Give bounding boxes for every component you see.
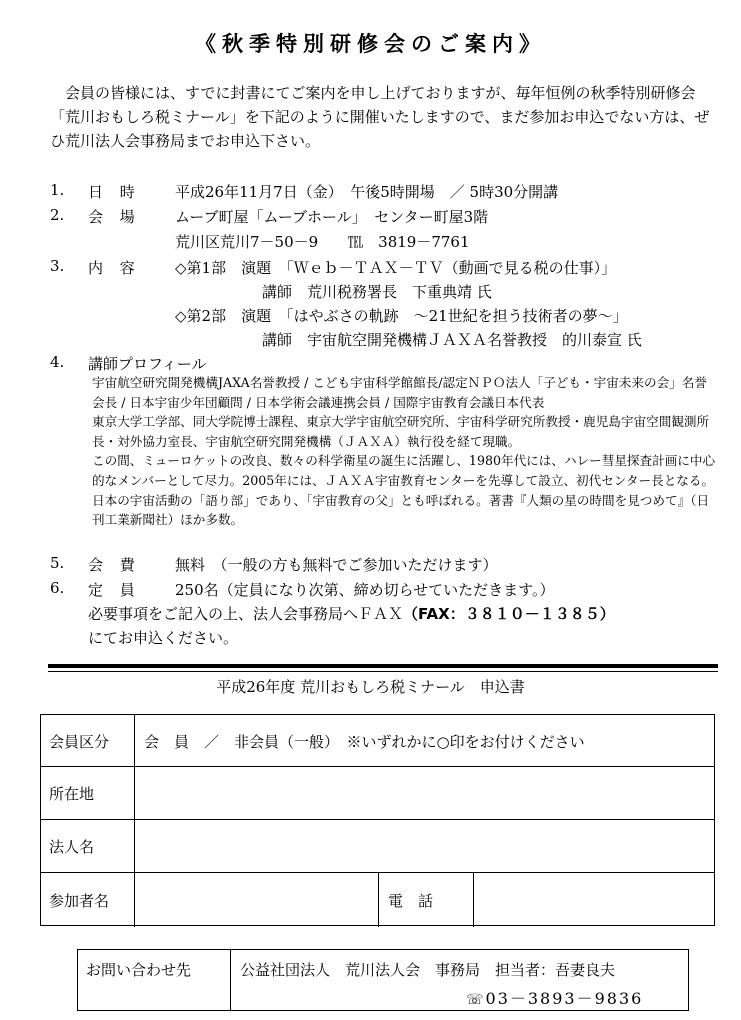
- address-field[interactable]: [135, 767, 714, 819]
- part2-text: ◇第2部 演題 「はやぶさの軌跡 ～21世紀を担う技術者の夢～」: [175, 307, 628, 325]
- venue-address: 荒川区荒川7－50－9 ℡ 3819－7761: [175, 233, 470, 251]
- intro-paragraph: 会員の皆様には、すでに封書にてご案内を申し上げておりますが、毎年恒例の秋季特別研修会「荒川おもしろ税ミナール」を下記のように開催いたしますので、まだ参加お申込でない方は、ぜひ荒川法人会事務局までお申込下さい。: [50, 84, 710, 150]
- divider: [48, 671, 718, 672]
- contact-org: 公益社団法人 荒川法人会 事務局 担当者：吾妻良夫: [240, 961, 616, 979]
- item-number: 2.: [50, 206, 65, 224]
- form-divider: [378, 872, 379, 927]
- venue-text: ムーブ町屋「ムーブホール」 センター町屋3階: [175, 208, 489, 226]
- part2-speaker: 講師 宇宙航空開発機構ＪＡＸＡ名誉教授 的川泰宣 氏: [262, 331, 642, 349]
- phone-icon: ☏: [466, 992, 486, 1008]
- item-number: 1.: [50, 181, 65, 199]
- address-label: 所在地: [49, 785, 95, 803]
- member-type-label: 会員区分: [49, 733, 110, 751]
- corp-name-field[interactable]: [135, 820, 714, 872]
- item-label: 内 容: [88, 259, 141, 277]
- form-title: 平成26年度 荒川おもしろ税ミナール 申込書: [216, 678, 525, 696]
- capacity-text: 250名（定員になり次第、締め切らせていただきます。）: [175, 581, 555, 599]
- item-label: 定 員: [88, 581, 141, 599]
- page-title: 《秋季特別研修会のご案内》: [195, 32, 546, 56]
- part1-speaker: 講師 荒川税務署長 下重典靖 氏: [262, 283, 492, 301]
- item-number: 4.: [50, 353, 65, 371]
- application-form: [40, 714, 715, 926]
- participant-label: 参加者名: [49, 892, 110, 910]
- phone-field[interactable]: [474, 873, 714, 927]
- contact-label: お問い合わせ先: [86, 961, 192, 979]
- item-number: 3.: [50, 257, 65, 275]
- member-type-options[interactable]: 会 員 ／ 非会員（一般） ※いずれかに○印をお付けください: [144, 733, 585, 751]
- contact-divider: [230, 950, 231, 1010]
- item-label: 日 時: [88, 183, 141, 201]
- fax-number: （FAX：３８１０－１３８５）: [403, 605, 615, 623]
- contact-phone-number: 03－3893－9836: [485, 989, 644, 1008]
- profile-paragraph: この間、ミューロケットの改良、数々の科学衛星の誕生に活躍し、1980年代には、ハレー彗星探査計画に中心的なメンバーとして尽力。2005年には、ＪＡＸＡ宇宙教育センターを先導して設立、初代センター長となる。日本の宇宙活動の「語り部」であり、「宇宙教育の父」とも呼ばれる。著書『人類の星の時間を見つめて』（日刊工業新聞社）ほか多数。: [92, 453, 716, 528]
- item-number: 6.: [50, 579, 65, 597]
- corp-name-label: 法人名: [49, 838, 95, 856]
- participant-field[interactable]: [135, 873, 378, 927]
- part1-text: ◇第1部 演題 「Ｗｅｂ－ＴＡＸ－ＴＶ（動画で見る税の仕事）」: [175, 259, 617, 277]
- contact-phone: [466, 986, 643, 1009]
- profile-paragraph: 東京大学工学部、同大学院博士課程、東京大学宇宙航空研究所、宇宙科学研究所教授・鹿児島宇宙空間観測所長・対外協力室長、宇宙航空研究開発機構（ＪＡＸＡ）執行役を経て現職。: [92, 414, 710, 449]
- item-label: 講師プロフィール: [88, 355, 207, 373]
- item-number: 5.: [50, 554, 65, 572]
- item-label: 会 費: [88, 556, 141, 574]
- contact-box: [77, 949, 689, 1011]
- fax-instruction-text: 必要事項をご記入の上、法人会事務局へＦＡＸ: [88, 605, 404, 623]
- fee-text: 無料 （一般の方も無料でご参加いただけます）: [175, 556, 498, 574]
- phone-label: 電 話: [388, 892, 434, 910]
- fax-instruction: [88, 603, 615, 624]
- profile-paragraph: 宇宙航空研究開発機構JAXA名誉教授 / こども宇宙科学館館長/認定ＮＰＯ法人「子ども・宇宙未来の会」名誉会長 / 日本宇宙少年団顧問 / 日本学術会議連携会員 / 国際宇宙教育会議日本代表: [92, 375, 707, 410]
- lecturer-profile: [92, 373, 717, 530]
- apply-text: にてお申込ください。: [88, 629, 239, 647]
- divider: [48, 664, 718, 668]
- item-label: 会 場: [88, 208, 141, 226]
- datetime-text: 平成26年11月7日（金） 午後5時開場 ／ 5時30分開講: [175, 183, 559, 201]
